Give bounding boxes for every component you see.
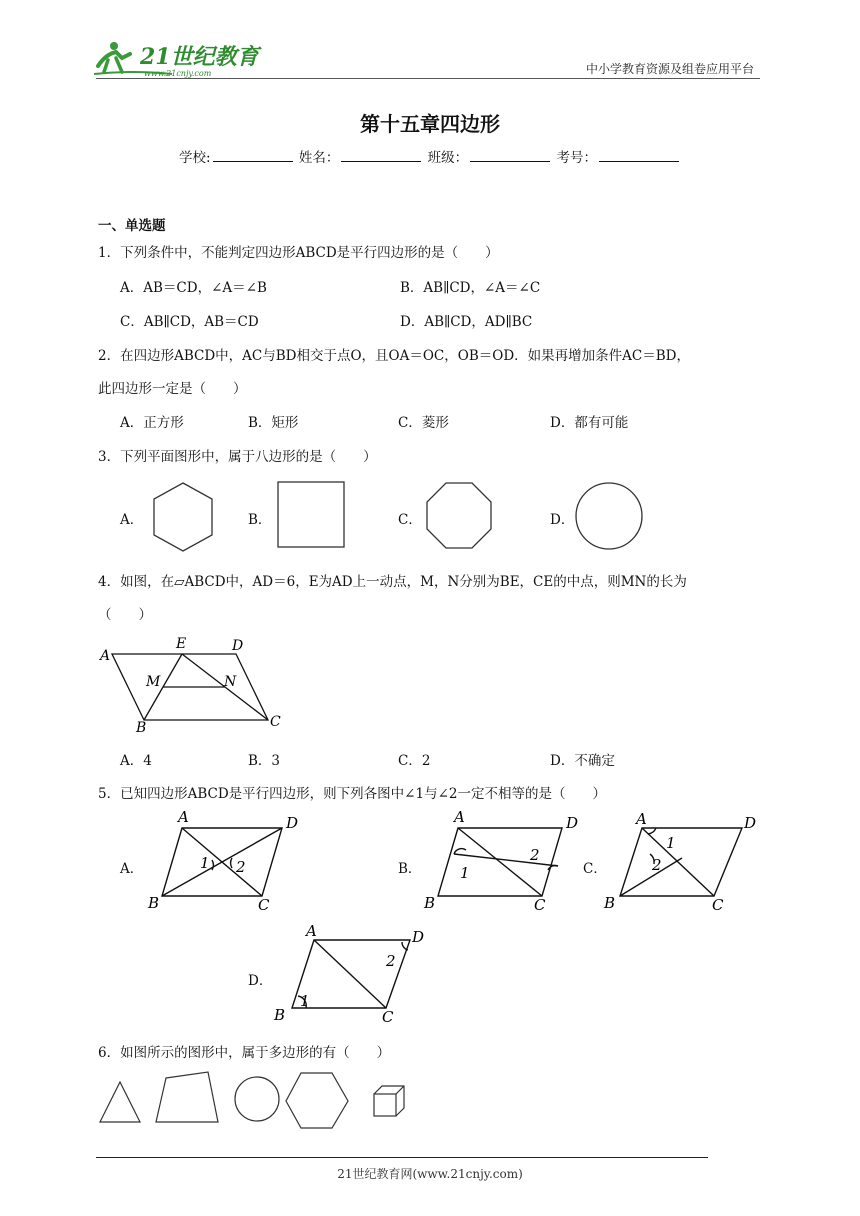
- q2-option-a[interactable]: A．正方形: [120, 415, 184, 431]
- q1-option-c[interactable]: C．AB∥CD，AB＝CD: [120, 314, 259, 330]
- class-label: 班级：: [427, 150, 469, 166]
- label-B: B: [424, 894, 436, 912]
- section-title: 一、单选题: [98, 218, 166, 234]
- site-logo: [92, 36, 262, 80]
- q4-stem-cont: （ ）: [98, 607, 152, 623]
- q4-option-d[interactable]: D．不确定: [550, 753, 615, 769]
- header-divider: [96, 78, 760, 79]
- student-info-line: [0, 146, 860, 166]
- q1-option-b[interactable]: B．AB∥CD，∠A＝∠C: [400, 280, 541, 296]
- q5-stem: 5．已知四边形ABCD是平行四边形，则下列各图中∠1与∠2一定不相等的是（ ）: [98, 786, 606, 802]
- q4-stem: 4．如图，在▱ABCD中，AD＝6，E为AD上一动点，M，N分别为BE，CE的中点，则MN的长为: [98, 574, 687, 590]
- q2-stem: 2．在四边形ABCD中，AC与BD相交于点O，且OA＝OC，OB＝OD．如果再增加条件AC＝BD，: [98, 348, 690, 364]
- triangle-shape: [100, 1082, 140, 1122]
- logo-text: 21世纪教育: [140, 44, 259, 70]
- label-1: 1: [460, 864, 470, 882]
- hexagon-shape: [286, 1073, 348, 1128]
- hexagon-figure: [150, 480, 216, 554]
- q3-option-d[interactable]: D．: [550, 512, 575, 528]
- q5-figure-c: [600, 808, 770, 914]
- label-A: A: [178, 808, 189, 826]
- label-A: A: [454, 808, 465, 826]
- q1-option-a[interactable]: A．AB＝CD，∠A＝∠B: [120, 280, 267, 296]
- label-C: C: [270, 714, 281, 730]
- q5-option-b[interactable]: B．: [398, 861, 422, 877]
- q4-option-c[interactable]: C．2: [398, 753, 431, 769]
- q5-figure-b: [420, 808, 590, 914]
- label-B: B: [604, 894, 616, 912]
- q3-stem: 3．下列平面图形中，属于八边形的是（ ）: [98, 449, 377, 465]
- label-2: 2: [236, 858, 246, 876]
- circle-figure: [572, 480, 646, 554]
- label-D: D: [566, 814, 579, 832]
- q3-option-a[interactable]: A．: [120, 512, 144, 528]
- school-blank[interactable]: [213, 149, 293, 162]
- cube-shape: [374, 1086, 404, 1116]
- quadrilateral-shape: [156, 1072, 218, 1122]
- q6-stem: 6．如图所示的图形中，属于多边形的有（ ）: [98, 1045, 391, 1061]
- school-label: 学校:: [179, 150, 211, 166]
- label-E: E: [176, 636, 187, 652]
- name-blank[interactable]: [341, 149, 421, 162]
- q1-stem: 1．下列条件中，不能判定四边形ABCD是平行四边形的是（ ）: [98, 245, 499, 261]
- q4-option-a[interactable]: A．4: [120, 753, 152, 769]
- label-C: C: [258, 896, 270, 914]
- q3-option-b[interactable]: B．: [248, 512, 272, 528]
- circle-shape: [235, 1077, 279, 1121]
- label-C: C: [382, 1008, 394, 1026]
- name-label: 姓名：: [298, 150, 340, 166]
- footer-text[interactable]: 21世纪教育网(www.21cnjy.com): [337, 1167, 523, 1181]
- q5-option-d[interactable]: D．: [248, 973, 273, 989]
- label-B: B: [274, 1006, 286, 1024]
- header-platform-text: 中小学教育资源及组卷应用平台: [585, 62, 754, 76]
- label-1: 1: [300, 992, 310, 1010]
- label-A: A: [100, 648, 111, 664]
- label-2: 2: [386, 952, 396, 970]
- label-N: N: [224, 674, 237, 690]
- label-C: C: [712, 896, 724, 914]
- label-A: A: [636, 810, 647, 828]
- q6-shapes-figure: [96, 1068, 426, 1134]
- q2-stem-cont: 此四边形一定是（ ）: [98, 381, 247, 397]
- label-D: D: [286, 814, 299, 832]
- label-D: D: [412, 928, 425, 946]
- label-2: 2: [652, 856, 662, 874]
- q5-figure-a: [140, 808, 310, 914]
- class-blank[interactable]: [470, 149, 550, 162]
- label-B: B: [136, 720, 147, 734]
- q5-option-c[interactable]: C．: [583, 861, 607, 877]
- label-D: D: [744, 814, 757, 832]
- footer-divider: [96, 1157, 708, 1158]
- q2-option-b[interactable]: B．矩形: [248, 415, 299, 431]
- label-C: C: [534, 896, 546, 914]
- label-A: A: [306, 922, 317, 940]
- exam-no-label: 考号：: [556, 150, 597, 166]
- label-B: B: [148, 894, 160, 912]
- q3-option-c[interactable]: C．: [398, 512, 422, 528]
- octagon-figure: [423, 480, 495, 552]
- q5-figure-d: [270, 920, 440, 1030]
- q1-option-d[interactable]: D．AB∥CD，AD∥BC: [400, 314, 533, 330]
- q5-option-a[interactable]: A．: [120, 861, 144, 877]
- q2-option-c[interactable]: C．菱形: [398, 415, 449, 431]
- label-2: 2: [530, 846, 540, 864]
- q4-parallelogram-figure: [96, 634, 296, 734]
- label-1: 1: [666, 834, 676, 852]
- label-D: D: [232, 638, 244, 654]
- exam-no-blank[interactable]: [599, 149, 679, 162]
- page-title: 第十五章四边形: [360, 112, 500, 136]
- label-M: M: [146, 674, 161, 690]
- label-1: 1: [200, 854, 210, 872]
- square-figure: [276, 480, 348, 550]
- logo-url: www.21cnjy.com: [144, 69, 212, 78]
- q2-option-d[interactable]: D．都有可能: [550, 415, 629, 431]
- q4-option-b[interactable]: B．3: [248, 753, 281, 769]
